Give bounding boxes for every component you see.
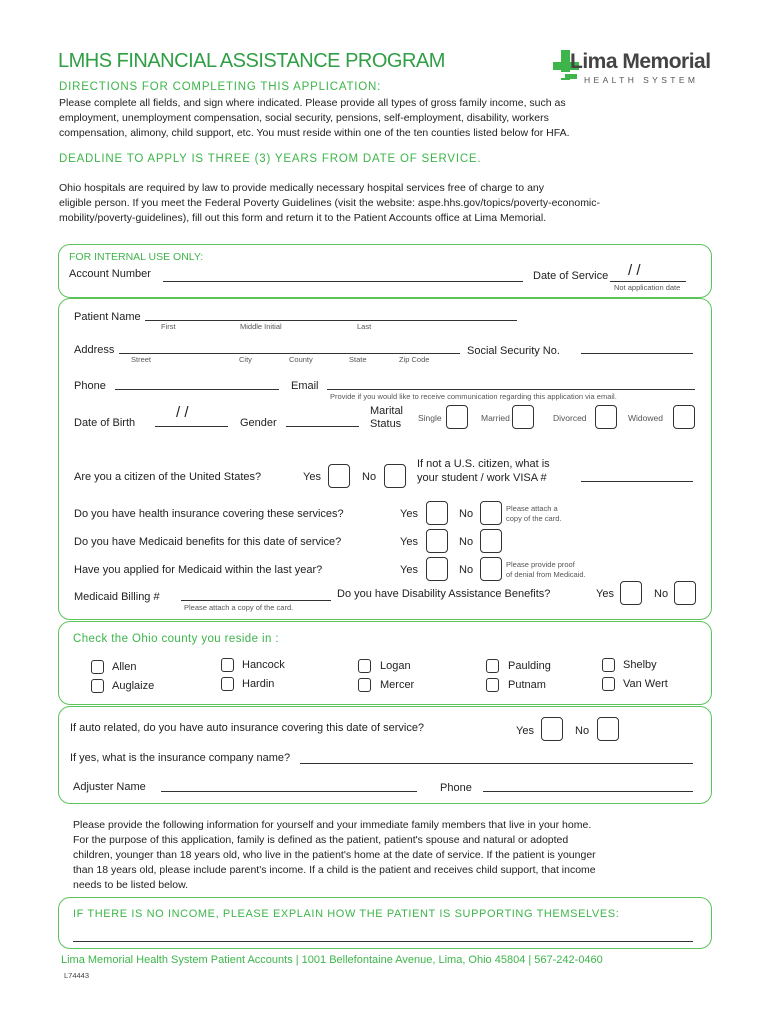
medicaid-no-label: No bbox=[459, 536, 474, 548]
note-line: Please attach a bbox=[506, 504, 558, 513]
directions-line: Please complete all fields, and sign where indicated. Please provide all types of gross family income, such as bbox=[59, 97, 566, 109]
city-sublabel: City bbox=[239, 355, 252, 364]
auto-question: If auto related, do you have auto insurance covering this date of service? bbox=[70, 722, 425, 734]
deadline-line: eligible person. If you meet the Federal Poverty Guidelines (visit the website: aspe.hhs.gov/topics/poverty-economic- bbox=[59, 197, 601, 209]
family-instructions bbox=[73, 818, 596, 893]
disability-no-checkbox[interactable] bbox=[674, 581, 696, 605]
county-hardin-label: Hardin bbox=[242, 678, 275, 690]
married-label: Married bbox=[481, 413, 510, 423]
marital-label-line: Status bbox=[370, 418, 402, 430]
account-number-field[interactable] bbox=[163, 281, 523, 282]
county-allen-checkbox[interactable] bbox=[91, 660, 104, 674]
email-field[interactable] bbox=[327, 389, 695, 390]
marital-status-label bbox=[370, 405, 403, 431]
insurance-yes-checkbox[interactable] bbox=[426, 501, 448, 525]
disability-no-label: No bbox=[654, 588, 669, 600]
footer-contact: Lima Memorial Health System Patient Accounts | 1001 Bellefontaine Avenue, Lima, Ohio 45804 | 567-242-0460 bbox=[61, 954, 603, 966]
dob-field[interactable] bbox=[155, 426, 228, 427]
account-number-label: Account Number bbox=[69, 268, 151, 280]
county-mercer-checkbox[interactable] bbox=[358, 678, 371, 692]
county-hancock-label: Hancock bbox=[242, 659, 285, 671]
county-mercer-label: Mercer bbox=[380, 679, 415, 691]
medicaid-yes-checkbox[interactable] bbox=[426, 529, 448, 553]
divorced-checkbox[interactable] bbox=[595, 405, 617, 429]
county-auglaize-checkbox[interactable] bbox=[91, 679, 104, 693]
phone-label: Phone bbox=[74, 380, 106, 392]
county-putnam-checkbox[interactable] bbox=[486, 678, 499, 692]
county-hardin-checkbox[interactable] bbox=[221, 677, 234, 691]
visa-label bbox=[417, 457, 550, 485]
date-of-service-field[interactable] bbox=[610, 281, 686, 282]
applied-yes-checkbox[interactable] bbox=[426, 557, 448, 581]
medicaid-no-checkbox[interactable] bbox=[480, 529, 502, 553]
family-line: than 18 years old, please include parent's income. If a child is the patient and receives child support, that income bbox=[73, 864, 596, 876]
insurance-yes-label: Yes bbox=[400, 508, 418, 520]
date-slashes: / / bbox=[628, 262, 641, 279]
street-sublabel: Street bbox=[131, 355, 152, 364]
directions-line: compensation, alimony, child support, etc. You must reside within one of the ten counties listed below for HFA. bbox=[59, 127, 570, 139]
disability-yes-label: Yes bbox=[596, 588, 614, 600]
medicaid-billing-label: Medicaid Billing # bbox=[74, 591, 160, 603]
phone-field[interactable] bbox=[115, 389, 279, 390]
adjuster-name-label: Adjuster Name bbox=[73, 781, 146, 793]
dob-slashes: / / bbox=[176, 404, 189, 421]
insurance-company-label: If yes, what is the insurance company name? bbox=[70, 752, 291, 764]
marital-label-line: Marital bbox=[370, 405, 404, 417]
note-line: of denial from Medicaid. bbox=[506, 570, 586, 579]
citizen-yes-label: Yes bbox=[303, 471, 321, 483]
disability-question: Do you have Disability Assistance Benefits? bbox=[337, 588, 551, 600]
medicaid-question: Do you have Medicaid benefits for this date of service? bbox=[74, 536, 342, 548]
adjuster-phone-label: Phone bbox=[440, 782, 472, 794]
middle-sublabel: Middle Initial bbox=[240, 322, 282, 331]
county-heading: Check the Ohio county you reside in : bbox=[73, 633, 279, 645]
gender-label: Gender bbox=[240, 417, 277, 429]
county-logan-label: Logan bbox=[380, 660, 411, 672]
form-code: L74443 bbox=[64, 971, 90, 980]
adjuster-phone-field[interactable] bbox=[483, 791, 693, 792]
applied-no-checkbox[interactable] bbox=[480, 557, 502, 581]
address-label: Address bbox=[74, 344, 115, 356]
proof-denial-note bbox=[506, 560, 586, 580]
address-field[interactable] bbox=[119, 353, 460, 354]
logo-name: Lima Memorial bbox=[570, 50, 711, 73]
auto-no-checkbox[interactable] bbox=[597, 717, 619, 741]
county-shelby-checkbox[interactable] bbox=[602, 658, 615, 672]
citizen-question: Are you a citizen of the United States? bbox=[74, 471, 262, 483]
citizen-no-label: No bbox=[362, 471, 377, 483]
internal-heading: FOR INTERNAL USE ONLY: bbox=[69, 251, 204, 263]
divorced-label: Divorced bbox=[553, 413, 587, 423]
first-sublabel: First bbox=[161, 322, 176, 331]
county-paulding-checkbox[interactable] bbox=[486, 659, 499, 673]
widowed-label: Widowed bbox=[628, 413, 663, 423]
applied-no-label: No bbox=[459, 564, 474, 576]
auto-yes-checkbox[interactable] bbox=[541, 717, 563, 741]
note-line: Please provide proof bbox=[506, 560, 575, 569]
family-line: needs to be listed below. bbox=[73, 879, 188, 891]
visa-label-line: your student / work VISA # bbox=[417, 472, 547, 484]
family-line: children, younger than 18 years old, who live in the patient's home at the date of service. If the patient is younger bbox=[73, 849, 596, 861]
single-label: Single bbox=[418, 413, 442, 423]
insurance-company-field[interactable] bbox=[300, 763, 693, 764]
ssn-label: Social Security No. bbox=[467, 345, 560, 357]
dob-label: Date of Birth bbox=[74, 417, 136, 429]
attach-card-note bbox=[506, 504, 561, 524]
county-logan-checkbox[interactable] bbox=[358, 659, 371, 673]
visa-field[interactable] bbox=[581, 481, 693, 482]
family-line: For the purpose of this application, family is defined as the patient, patient's spouse and natural or adopted bbox=[73, 834, 569, 846]
insurance-no-checkbox[interactable] bbox=[480, 501, 502, 525]
county-auglaize-label: Auglaize bbox=[112, 680, 155, 692]
deadline-line: Ohio hospitals are required by law to provide medically necessary hospital services free of charge to any bbox=[59, 182, 544, 194]
county-vanwert-checkbox[interactable] bbox=[602, 677, 615, 691]
widowed-checkbox[interactable] bbox=[673, 405, 695, 429]
county-shelby-label: Shelby bbox=[623, 659, 657, 671]
page-title: LMHS FINANCIAL ASSISTANCE PROGRAM bbox=[58, 50, 445, 72]
email-note: Provide if you would like to receive communication regarding this application via email. bbox=[330, 392, 617, 401]
deadline-text bbox=[59, 181, 600, 226]
adjuster-name-field[interactable] bbox=[161, 791, 417, 792]
email-label: Email bbox=[291, 380, 319, 392]
not-application-date-note: Not application date bbox=[614, 283, 681, 292]
note-line: copy of the card. bbox=[506, 514, 562, 523]
county-allen-label: Allen bbox=[112, 661, 137, 673]
married-checkbox[interactable] bbox=[512, 405, 534, 429]
last-sublabel: Last bbox=[357, 322, 372, 331]
no-income-heading: IF THERE IS NO INCOME, PLEASE EXPLAIN HOW THE PATIENT IS SUPPORTING THEMSELVES: bbox=[73, 908, 620, 920]
county-sublabel: County bbox=[289, 355, 313, 364]
ssn-field[interactable] bbox=[581, 353, 693, 354]
logo-subtitle: HEALTH SYSTEM bbox=[584, 75, 699, 85]
deadline-line: mobility/poverty-guidelines), fill out this form and return it to the Patient Accounts office at Lima Memorial. bbox=[59, 212, 547, 224]
patient-name-label: Patient Name bbox=[74, 311, 141, 323]
county-hancock-checkbox[interactable] bbox=[221, 658, 234, 672]
visa-label-line: If not a U.S. citizen, what is bbox=[417, 458, 550, 470]
medicaid-billing-field[interactable] bbox=[181, 600, 331, 601]
zip-sublabel: Zip Code bbox=[399, 355, 430, 364]
insurance-question: Do you have health insurance covering these services? bbox=[74, 508, 344, 520]
patient-name-field[interactable] bbox=[145, 320, 517, 321]
single-checkbox[interactable] bbox=[446, 405, 468, 429]
medicaid-yes-label: Yes bbox=[400, 536, 418, 548]
insurance-no-label: No bbox=[459, 508, 474, 520]
no-income-field[interactable] bbox=[73, 941, 693, 942]
state-sublabel: State bbox=[349, 355, 367, 364]
applied-medicaid-question: Have you applied for Medicaid within the last year? bbox=[74, 564, 323, 576]
county-putnam-label: Putnam bbox=[508, 679, 546, 691]
applied-yes-label: Yes bbox=[400, 564, 418, 576]
citizen-yes-checkbox[interactable] bbox=[328, 464, 350, 488]
family-line: Please provide the following information for yourself and your immediate family members that live in your home. bbox=[73, 819, 592, 831]
directions-heading: DIRECTIONS FOR COMPLETING THIS APPLICATION: bbox=[59, 81, 382, 93]
auto-yes-label: Yes bbox=[516, 725, 534, 737]
county-paulding-label: Paulding bbox=[508, 660, 551, 672]
directions-line: employment, unemployment compensation, social security, pensions, self-employment, disability, workers bbox=[59, 112, 549, 124]
disability-yes-checkbox[interactable] bbox=[620, 581, 642, 605]
date-of-service-label: Date of Service bbox=[533, 270, 609, 282]
deadline-heading: DEADLINE TO APPLY IS THREE (3) YEARS FROM DATE OF SERVICE. bbox=[59, 153, 482, 165]
auto-no-label: No bbox=[575, 725, 590, 737]
gender-field[interactable] bbox=[286, 426, 359, 427]
citizen-no-checkbox[interactable] bbox=[384, 464, 406, 488]
directions-text bbox=[59, 96, 570, 141]
county-vanwert-label: Van Wert bbox=[623, 678, 668, 690]
attach-card-full-note: Please attach a copy of the card. bbox=[184, 603, 294, 612]
